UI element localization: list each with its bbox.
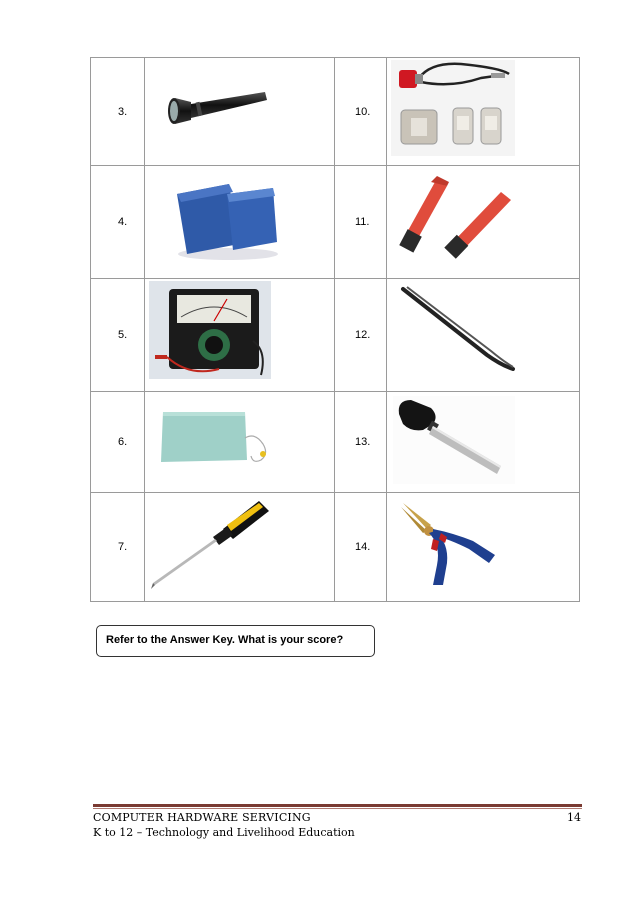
table-row [91,166,580,279]
item-number: 12. [335,279,387,391]
anti-static-mat-image [159,408,279,466]
item-number: 10. [335,58,387,166]
item-number: 11. [335,166,387,279]
item-number: 7. [91,492,145,601]
footer-rule [93,804,582,807]
score-prompt-box [96,625,375,657]
item-number: 4. [91,166,145,279]
item-number: 14. [335,492,387,601]
item-number: 5. [91,279,145,391]
tweezers-image [397,285,517,371]
table-row [91,279,580,391]
table-row [91,58,580,166]
table-row [91,391,580,492]
tools-table [90,57,580,602]
item-number: 3. [91,58,145,166]
table-row [91,492,580,601]
torx-screwdrivers-image [397,176,517,260]
footer-subtitle: K to 12 – Technology and Livelihood Education [93,826,355,839]
long-nose-pliers-image [397,499,509,589]
score-prompt: Refer to the Answer Key. What is your score? [106,634,344,646]
page-number: 14 [567,811,581,824]
item-number: 13. [335,391,387,492]
item-number: 6. [91,391,145,492]
cable-and-adapters-image [391,60,515,156]
footer-title: COMPUTER HARDWARE SERVICING [93,811,311,824]
multimeter-image [149,281,271,379]
blue-cloth-image [173,180,279,262]
footer-rule-thin [93,808,582,809]
flashlight-image [161,90,271,130]
hex-driver-image [393,396,515,484]
phillips-screwdriver-image [147,499,271,591]
